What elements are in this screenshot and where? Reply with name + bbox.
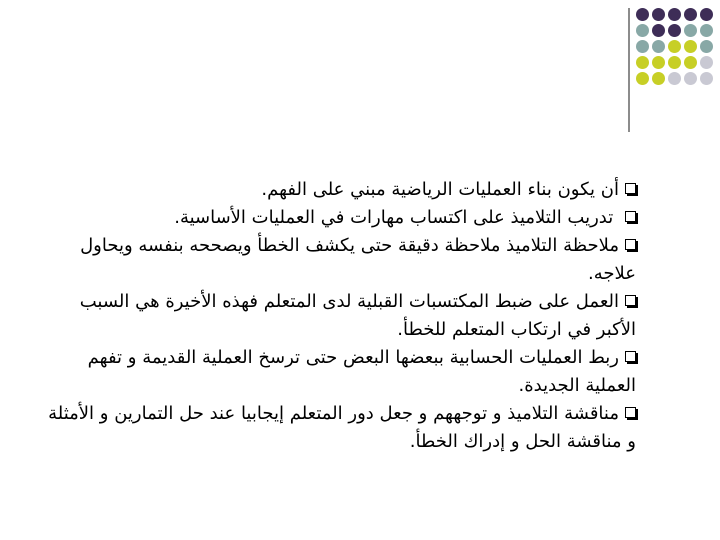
bullet-text: أن يكون بناء العمليات الرياضية مبني على الفهم. [261, 179, 619, 200]
decorative-dot-grid [636, 8, 716, 88]
decorative-dot [684, 56, 697, 69]
decorative-dot [636, 24, 649, 37]
decorative-dot [684, 24, 697, 37]
decorative-dot [668, 72, 681, 85]
bullet-text: مناقشة التلاميذ و توجههم و جعل دور المتعلم إيجابيا عند حل التمارين و الأمثلة و مناقشة الحل و إدراك الخطأ. [48, 403, 636, 452]
decorative-dot [668, 56, 681, 69]
vertical-divider [628, 8, 630, 132]
decorative-dot [700, 24, 713, 37]
decorative-dot [700, 72, 713, 85]
bullet-item [46, 176, 636, 204]
decorative-dot [652, 8, 665, 21]
bullet-text: تدريب التلاميذ على اكتساب مهارات في العمليات الأساسية. [174, 207, 614, 228]
decorative-dot [684, 8, 697, 21]
decorative-dot [700, 40, 713, 53]
bullet-item [46, 400, 636, 456]
bullet-text: ربط العمليات الحسابية ببعضها البعض حتى ترسخ العملية القديمة و تفهم العملية الجديدة. [87, 347, 636, 396]
checkbox-square-icon [625, 211, 636, 222]
bullet-list [46, 176, 636, 456]
checkbox-square-icon [625, 239, 636, 250]
checkbox-square-icon [625, 183, 636, 194]
bullet-text: العمل على ضبط المكتسبات القبلية لدى المتعلم فهذه الأخيرة هي السبب الأكبر في ارتكاب المتعلم للخطأ. [79, 291, 636, 340]
checkbox-square-icon [625, 295, 636, 306]
bullet-text: ملاحظة التلاميذ ملاحظة دقيقة حتى يكشف الخطأ ويصححه بنفسه ويحاول علاجه. [80, 235, 636, 284]
decorative-dot [652, 24, 665, 37]
bullet-item [46, 288, 636, 344]
decorative-dot [668, 8, 681, 21]
checkbox-square-icon [625, 351, 636, 362]
decorative-dot [668, 40, 681, 53]
decorative-dot [700, 56, 713, 69]
decorative-dot [636, 56, 649, 69]
decorative-dot [652, 56, 665, 69]
bullet-item [46, 232, 636, 288]
decorative-dot [636, 40, 649, 53]
decorative-dot [668, 24, 681, 37]
decorative-dot [700, 8, 713, 21]
decorative-dot [684, 72, 697, 85]
decorative-dot [652, 72, 665, 85]
decorative-dot [636, 72, 649, 85]
checkbox-square-icon [625, 407, 636, 418]
bullet-item [46, 344, 636, 400]
decorative-dot [652, 40, 665, 53]
decorative-dot [684, 40, 697, 53]
decorative-dot [636, 8, 649, 21]
bullet-item [46, 204, 636, 232]
